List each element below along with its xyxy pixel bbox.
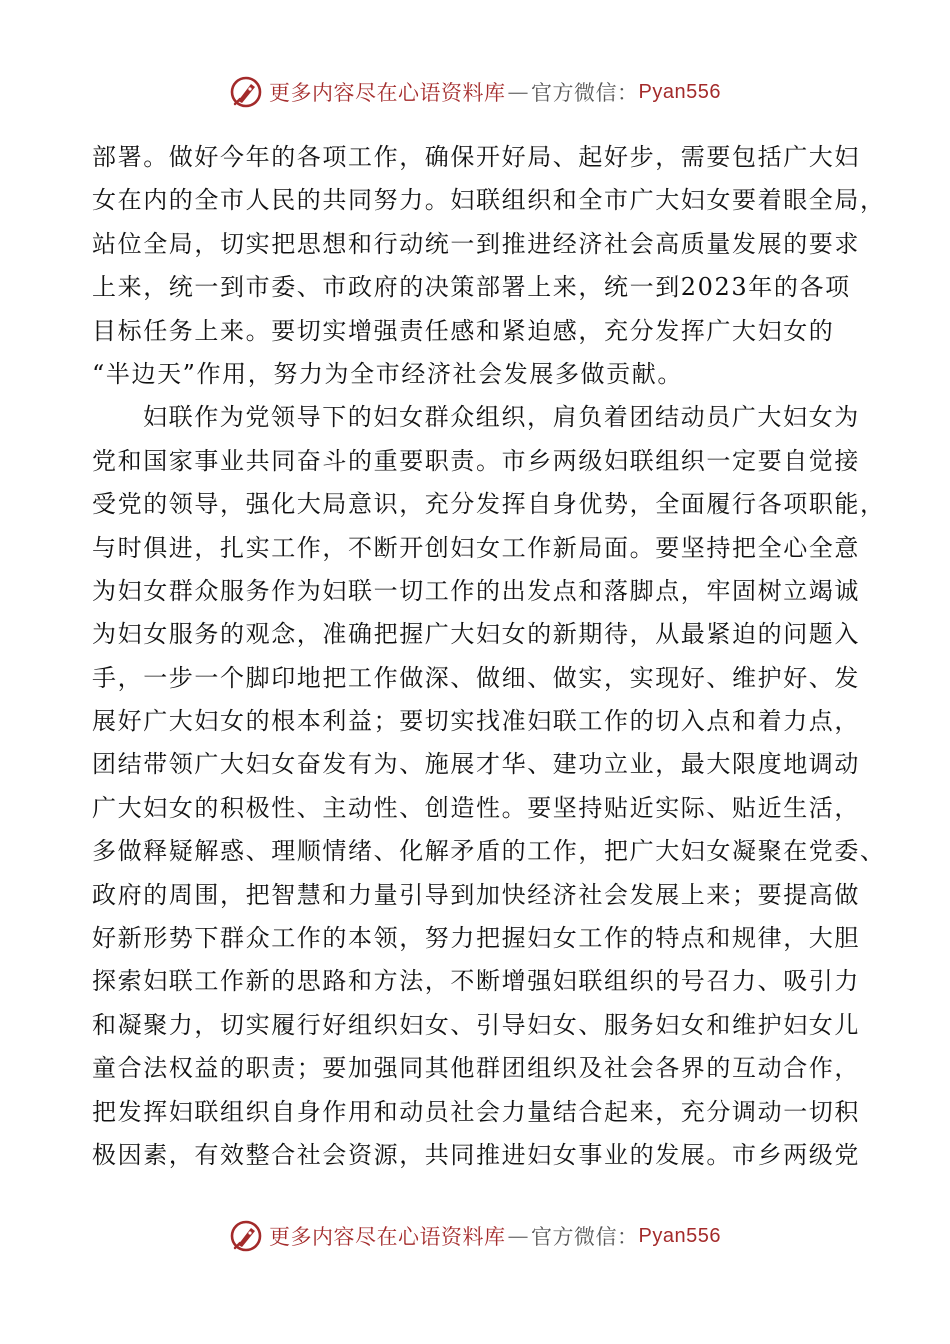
body-line: 目标任务上来。要切实增强责任感和紧迫感，充分发挥广大妇女的 [92, 316, 835, 345]
document-body [92, 136, 886, 1177]
body-line: 为妇女群众服务作为妇联一切工作的出发点和落脚点，牢固树立竭诚 [92, 576, 860, 605]
paragraph-first-line: 妇联作为党领导下的妇女群众组织，肩负着团结动员广大妇女为 [143, 403, 860, 432]
footer-wechat-id: Pyan556 [638, 1224, 721, 1247]
body-line: 为妇女服务的观念，准确把握广大妇女的新期待，从最紧迫的问题入 [92, 620, 860, 649]
body-line: 多做释疑解惑、理顺情绪、化解矛盾的工作，把广大妇女凝聚在党委、 [92, 837, 886, 866]
body-line: 党和国家事业共同奋斗的重要职责。市乡两级妇联组织一定要自觉接 [92, 446, 860, 475]
body-line: 上来，统一到市委、市政府的决策部署上来，统一到2023年的各项 [92, 273, 851, 302]
header-brand-text: 更多内容尽在心语资料库 [269, 81, 506, 105]
body-line: 手，一步一个脚印地把工作做深、做细、做实，实现好、维护好、发 [92, 663, 860, 692]
body-line: 童合法权益的职责；要加强同其他群团组织及社会各界的互动合作， [92, 1054, 860, 1083]
body-line: 女在内的全市人民的共同努力。妇联组织和全市广大妇女要着眼全局， [92, 186, 886, 215]
footer-watermark-banner [0, 1216, 950, 1256]
body-line: “半边天”作用，努力为全市经济社会发展多做贡献。 [92, 359, 683, 388]
footer-official-label: 官方微信： [531, 1225, 639, 1249]
header-official-label: 官方微信： [531, 81, 639, 105]
body-line: 好新形势下群众工作的本领，努力把握妇女工作的特点和规律，大胆 [92, 924, 860, 953]
header-watermark-banner [0, 72, 950, 112]
footer-dash: — [507, 1224, 530, 1248]
footer-watermark-text [269, 1221, 721, 1251]
pen-nib-logo-icon [229, 75, 263, 109]
body-line: 广大妇女的积极性、主动性、创造性。要坚持贴近实际、贴近生活， [92, 793, 860, 822]
header-dash: — [507, 80, 530, 104]
body-line: 展好广大妇女的根本利益；要切实找准妇联工作的切入点和着力点， [92, 707, 860, 736]
footer-brand-text: 更多内容尽在心语资料库 [269, 1225, 506, 1249]
body-line: 站位全局，切实把思想和行动统一到推进经济社会高质量发展的要求 [92, 229, 860, 258]
body-line: 和凝聚力，切实履行好组织妇女、引导妇女、服务妇女和维护妇女儿 [92, 1010, 860, 1039]
body-line: 与时俱进，扎实工作，不断开创妇女工作新局面。要坚持把全心全意 [92, 533, 860, 562]
header-watermark-text [269, 77, 721, 107]
pen-nib-logo-icon [229, 1219, 263, 1253]
body-line: 把发挥妇联组织自身作用和动员社会力量结合起来，充分调动一切积 [92, 1097, 860, 1126]
body-line: 团结带领广大妇女奋发有为、施展才华、建功立业，最大限度地调动 [92, 750, 860, 779]
body-line: 探索妇联工作新的思路和方法，不断增强妇联组织的号召力、吸引力 [92, 967, 860, 996]
body-line: 极因素，有效整合社会资源，共同推进妇女事业的发展。市乡两级党 [92, 1140, 860, 1169]
body-line: 受党的领导，强化大局意识，充分发挥自身优势，全面履行各项职能， [92, 490, 886, 519]
body-line: 政府的周围，把智慧和力量引导到加快经济社会发展上来；要提高做 [92, 880, 860, 909]
body-line: 部署。做好今年的各项工作，确保开好局、起好步，需要包括广大妇 [92, 143, 860, 171]
header-wechat-id: Pyan556 [638, 80, 721, 103]
